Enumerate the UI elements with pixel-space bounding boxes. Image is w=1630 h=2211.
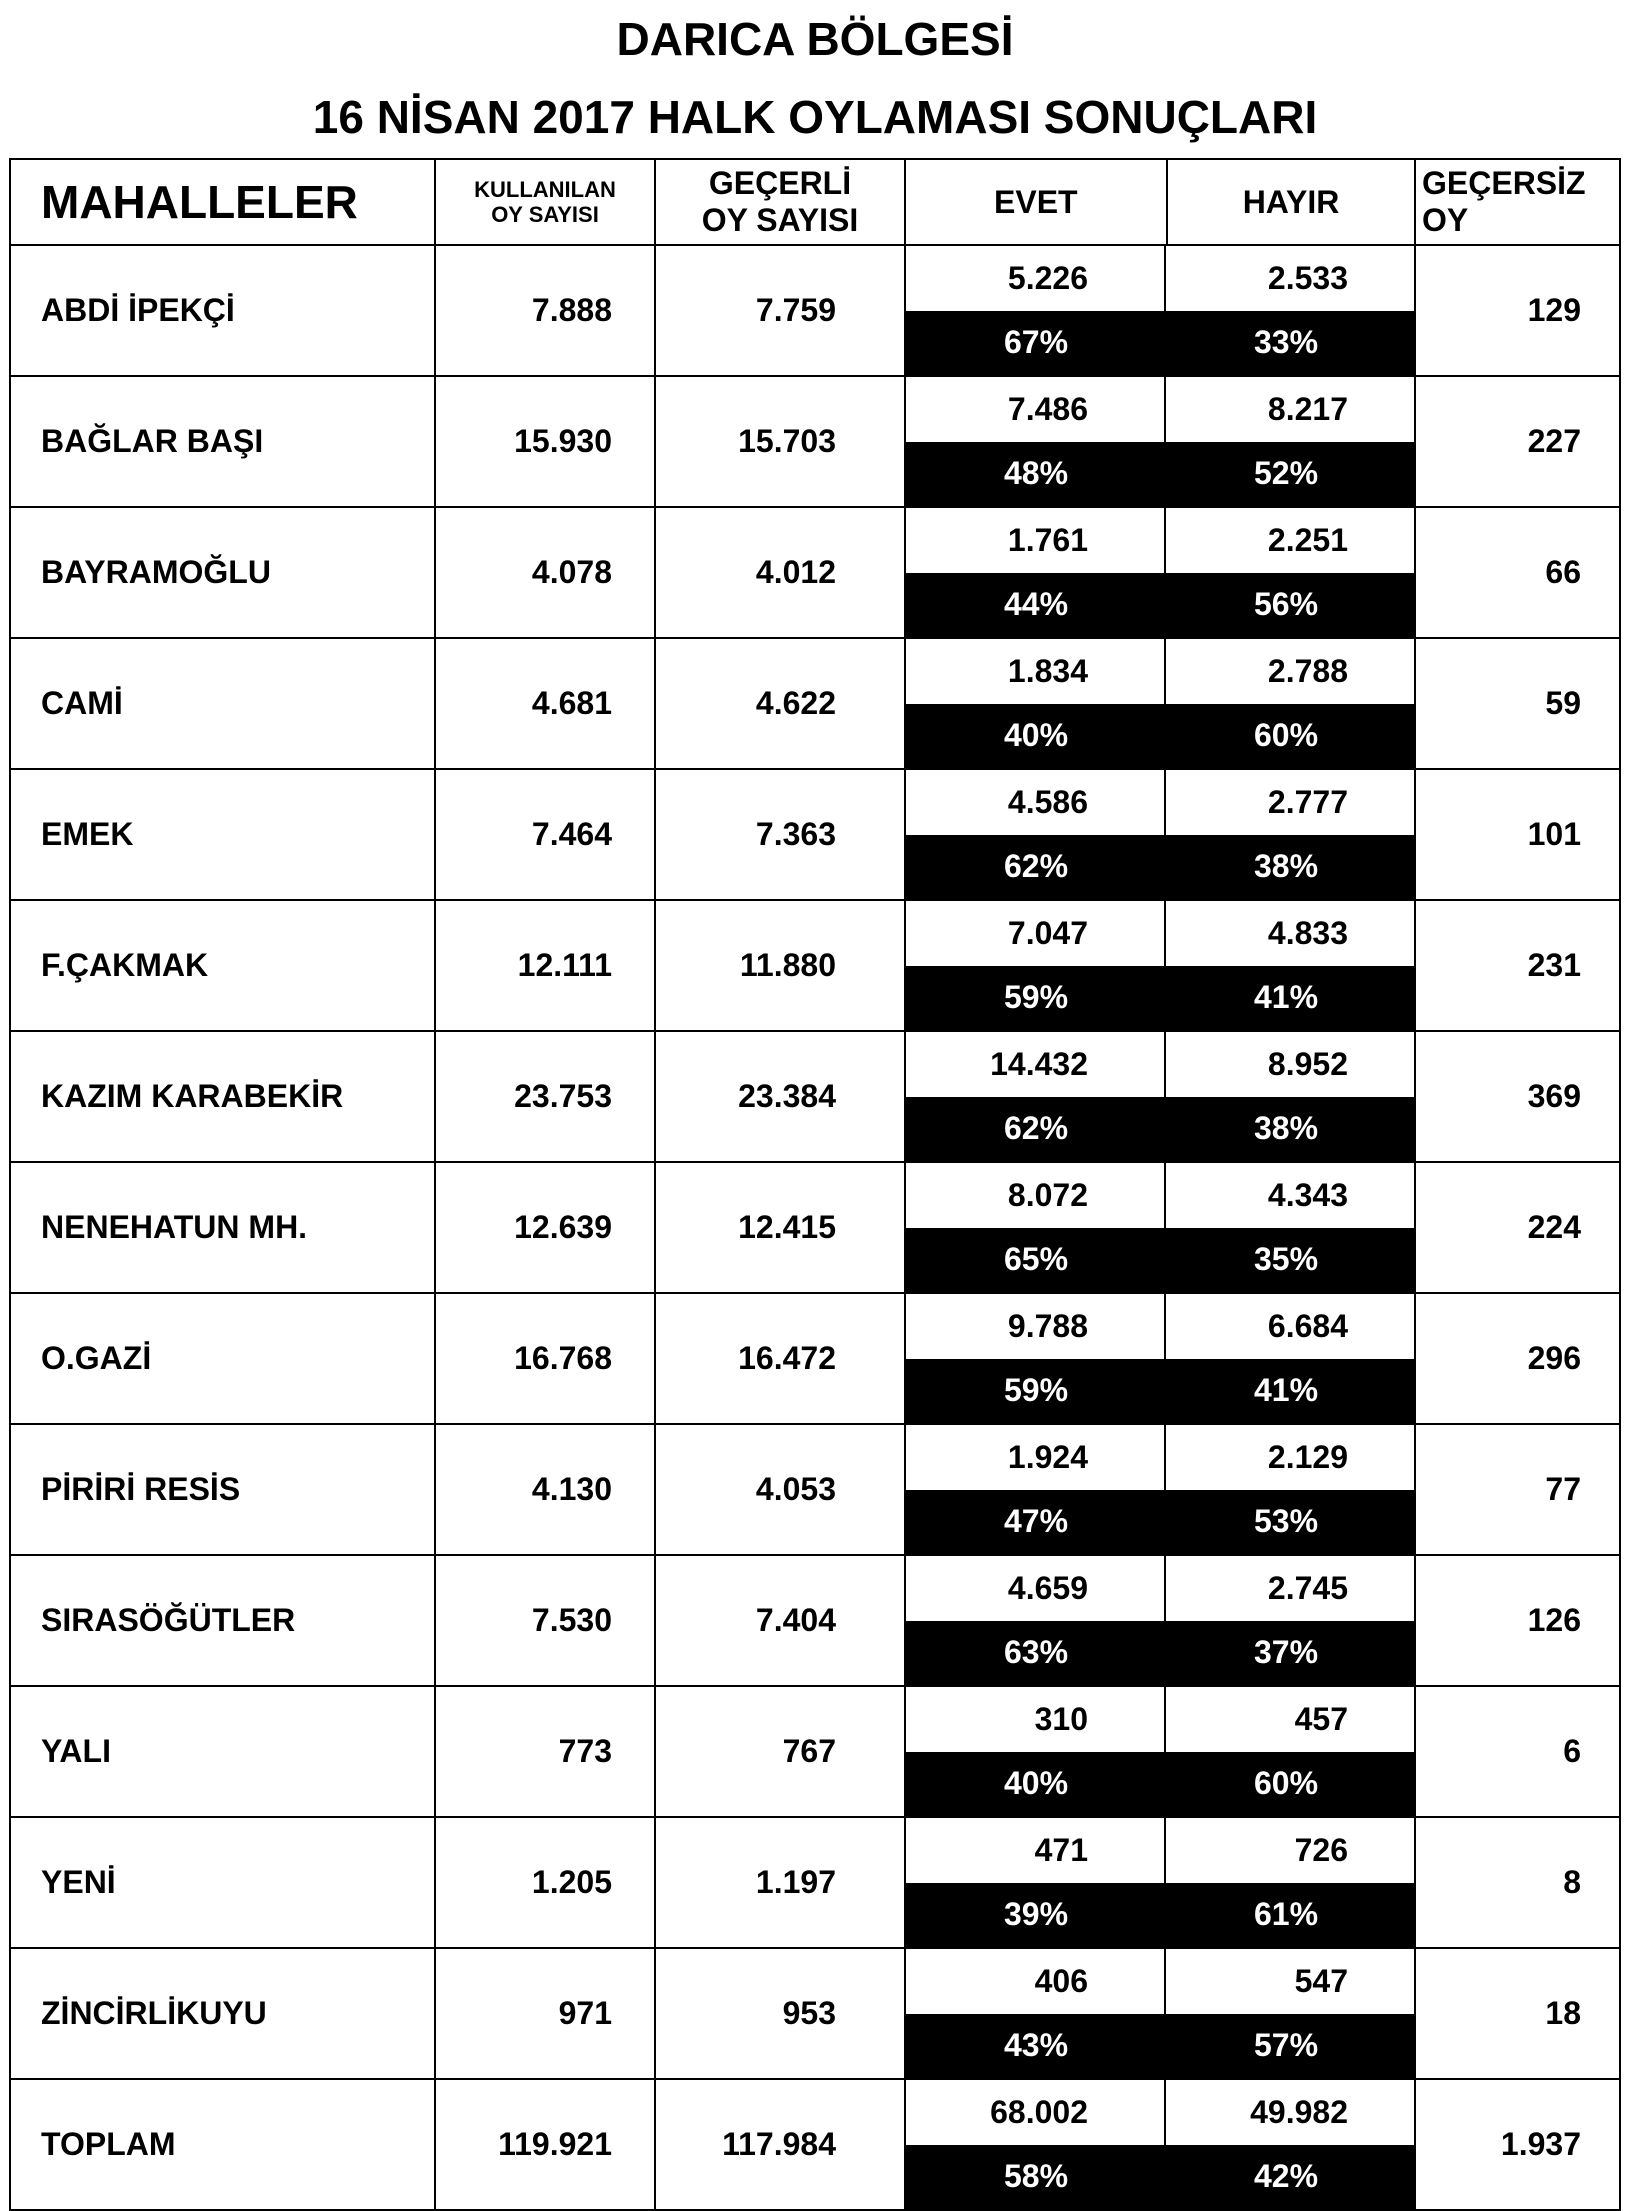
no-count: 2.533 (1267, 259, 1348, 296)
vote-count-band (906, 1425, 1414, 1490)
neighborhood-name: EMEK (10, 769, 435, 900)
table-row (10, 900, 1620, 1031)
yes-no-cell (905, 1948, 1415, 2079)
header-gecerli (655, 159, 905, 245)
neighborhood-name: CAMİ (10, 638, 435, 769)
used-votes: 12.111 (435, 900, 655, 1031)
table-row (10, 376, 1620, 507)
vote-count-band (906, 1032, 1414, 1097)
no-count: 2.745 (1267, 1569, 1348, 1606)
table-row (10, 2079, 1620, 2210)
invalid-votes: 101 (1415, 769, 1620, 900)
yes-no-split (906, 1032, 1414, 1161)
used-votes: 23.753 (435, 1031, 655, 1162)
table-row (10, 1555, 1620, 1686)
yes-count: 4.586 (906, 770, 1166, 835)
used-votes: 4.078 (435, 507, 655, 638)
valid-votes: 767 (655, 1686, 905, 1817)
yes-no-cell (905, 507, 1415, 638)
used-votes: 7.530 (435, 1555, 655, 1686)
yes-percent: 40% (1004, 717, 1069, 754)
yes-no-split (906, 770, 1414, 899)
invalid-votes: 6 (1415, 1686, 1620, 1817)
vote-count-band (906, 901, 1414, 966)
no-percent: 60% (1254, 1765, 1319, 1802)
vote-percent-band (906, 573, 1414, 638)
header-kullanilan-text: KULLANILAN OY SAYISI (474, 176, 616, 227)
used-votes: 1.205 (435, 1817, 655, 1948)
valid-votes: 1.197 (655, 1817, 905, 1948)
vote-count-band (906, 377, 1414, 442)
no-count: 2.251 (1267, 521, 1348, 558)
vote-count-band (906, 1294, 1414, 1359)
used-votes: 15.930 (435, 376, 655, 507)
used-votes: 16.768 (435, 1293, 655, 1424)
vote-percent-band (906, 442, 1414, 507)
yes-count: 1.761 (906, 508, 1166, 573)
yes-percent: 48% (1004, 455, 1069, 492)
no-count: 6.684 (1267, 1307, 1348, 1344)
yes-no-cell (905, 1293, 1415, 1424)
yes-no-split (906, 901, 1414, 1030)
no-percent: 53% (1254, 1503, 1319, 1540)
valid-votes: 12.415 (655, 1162, 905, 1293)
yes-no-cell (905, 1031, 1415, 1162)
yes-percent: 65% (1004, 1241, 1069, 1278)
yes-no-split (906, 1687, 1414, 1816)
invalid-votes: 369 (1415, 1031, 1620, 1162)
invalid-votes: 8 (1415, 1817, 1620, 1948)
no-percent: 42% (1254, 2158, 1319, 2195)
no-count: 726 (1294, 1831, 1348, 1868)
yes-no-split (906, 1818, 1414, 1947)
invalid-votes: 1.937 (1415, 2079, 1620, 2210)
yes-percent: 62% (1004, 1110, 1069, 1147)
yes-count: 68.002 (906, 2080, 1166, 2145)
vote-percent-band (906, 1228, 1414, 1293)
vote-count-band (906, 1163, 1414, 1228)
used-votes: 7.888 (435, 245, 655, 376)
table-row (10, 1031, 1620, 1162)
header-row (10, 159, 1620, 245)
used-votes: 4.681 (435, 638, 655, 769)
valid-votes: 117.984 (655, 2079, 905, 2210)
vote-percent-band (906, 704, 1414, 769)
yes-count: 7.486 (906, 377, 1166, 442)
neighborhood-name: YALI (10, 1686, 435, 1817)
neighborhood-name: BAĞLAR BAŞI (10, 376, 435, 507)
yes-no-cell (905, 1555, 1415, 1686)
no-percent: 38% (1254, 848, 1319, 885)
no-percent: 35% (1254, 1241, 1319, 1278)
yes-no-cell (905, 376, 1415, 507)
yes-percent: 63% (1004, 1634, 1069, 1671)
yes-no-cell (905, 1686, 1415, 1817)
yes-no-split (906, 1425, 1414, 1554)
yes-percent: 58% (1004, 2158, 1069, 2195)
valid-votes: 4.012 (655, 507, 905, 638)
vote-count-band (906, 508, 1414, 573)
yes-count: 8.072 (906, 1163, 1166, 1228)
yes-no-split (906, 377, 1414, 506)
invalid-votes: 231 (1415, 900, 1620, 1031)
neighborhood-name: O.GAZİ (10, 1293, 435, 1424)
valid-votes: 7.759 (655, 245, 905, 376)
document-title: DARICA BÖLGESİ (616, 13, 1014, 65)
neighborhood-name: ZİNCİRLİKUYU (10, 1948, 435, 2079)
no-count: 2.777 (1267, 783, 1348, 820)
yes-percent: 44% (1004, 586, 1069, 623)
neighborhood-name: SIRASÖĞÜTLER (10, 1555, 435, 1686)
no-percent: 60% (1254, 717, 1319, 754)
vote-count-band (906, 770, 1414, 835)
yes-percent: 59% (1004, 979, 1069, 1016)
vote-percent-band (906, 2014, 1414, 2079)
valid-votes: 11.880 (655, 900, 905, 1031)
table-row (10, 1817, 1620, 1948)
no-percent: 56% (1254, 586, 1319, 623)
no-count: 8.217 (1267, 390, 1348, 427)
invalid-votes: 227 (1415, 376, 1620, 507)
yes-no-split (906, 1294, 1414, 1423)
yes-count: 5.226 (906, 246, 1166, 311)
yes-no-cell (905, 1817, 1415, 1948)
yes-percent: 40% (1004, 1765, 1069, 1802)
yes-count: 406 (906, 1949, 1166, 2014)
vote-percent-band (906, 966, 1414, 1031)
header-gecerli-text: GEÇERLİ OY SAYISI (701, 165, 859, 238)
valid-votes: 4.053 (655, 1424, 905, 1555)
yes-count: 7.047 (906, 901, 1166, 966)
vote-percent-band (906, 2145, 1414, 2210)
yes-percent: 43% (1004, 2027, 1069, 2064)
header-evet: EVET (905, 159, 1167, 245)
yes-no-split (906, 246, 1414, 375)
neighborhood-name: YENİ (10, 1817, 435, 1948)
yes-percent: 47% (1004, 1503, 1069, 1540)
invalid-votes: 126 (1415, 1555, 1620, 1686)
used-votes: 12.639 (435, 1162, 655, 1293)
table-row (10, 507, 1620, 638)
no-count: 547 (1294, 1962, 1348, 1999)
no-percent: 37% (1254, 1634, 1319, 1671)
yes-no-split (906, 508, 1414, 637)
invalid-votes: 129 (1415, 245, 1620, 376)
valid-votes: 15.703 (655, 376, 905, 507)
invalid-votes: 224 (1415, 1162, 1620, 1293)
vote-percent-band (906, 1359, 1414, 1424)
neighborhood-name: F.ÇAKMAK (10, 900, 435, 1031)
vote-count-band (906, 246, 1414, 311)
table-row (10, 1424, 1620, 1555)
vote-count-band (906, 1556, 1414, 1621)
results-table (9, 158, 1621, 2211)
vote-percent-band (906, 835, 1414, 900)
header-gecersiz (1415, 159, 1620, 245)
header-gecersiz-text: GEÇERSİZ OY (1422, 165, 1586, 238)
vote-percent-band (906, 1883, 1414, 1948)
yes-count: 14.432 (906, 1032, 1166, 1097)
vote-percent-band (906, 311, 1414, 376)
table-row (10, 638, 1620, 769)
used-votes: 773 (435, 1686, 655, 1817)
used-votes: 7.464 (435, 769, 655, 900)
yes-no-cell (905, 1424, 1415, 1555)
neighborhood-name: TOPLAM (10, 2079, 435, 2210)
invalid-votes: 59 (1415, 638, 1620, 769)
yes-no-split (906, 639, 1414, 768)
vote-percent-band (906, 1621, 1414, 1686)
no-percent: 41% (1254, 979, 1319, 1016)
table-row (10, 1293, 1620, 1424)
table-row (10, 1686, 1620, 1817)
vote-percent-band (906, 1752, 1414, 1817)
used-votes: 119.921 (435, 2079, 655, 2210)
no-count: 2.129 (1267, 1438, 1348, 1475)
valid-votes: 7.404 (655, 1555, 905, 1686)
neighborhood-name: BAYRAMOĞLU (10, 507, 435, 638)
no-count: 8.952 (1267, 1045, 1348, 1082)
yes-no-cell (905, 900, 1415, 1031)
vote-count-band (906, 639, 1414, 704)
no-percent: 57% (1254, 2027, 1319, 2064)
neighborhood-name: NENEHATUN MH. (10, 1162, 435, 1293)
vote-count-band (906, 1949, 1414, 2014)
invalid-votes: 66 (1415, 507, 1620, 638)
valid-votes: 23.384 (655, 1031, 905, 1162)
valid-votes: 4.622 (655, 638, 905, 769)
valid-votes: 16.472 (655, 1293, 905, 1424)
no-percent: 61% (1254, 1896, 1319, 1933)
no-percent: 41% (1254, 1372, 1319, 1409)
used-votes: 4.130 (435, 1424, 655, 1555)
no-count: 4.833 (1267, 914, 1348, 951)
table-row (10, 769, 1620, 900)
yes-no-split (906, 1163, 1414, 1292)
yes-count: 9.788 (906, 1294, 1166, 1359)
yes-no-split (906, 2080, 1414, 2209)
no-count: 2.788 (1267, 652, 1348, 689)
yes-no-split (906, 1556, 1414, 1685)
table-body (10, 245, 1620, 2210)
vote-count-band (906, 1818, 1414, 1883)
yes-count: 310 (906, 1687, 1166, 1752)
yes-percent: 62% (1004, 848, 1069, 885)
vote-count-band (906, 1687, 1414, 1752)
yes-count: 1.834 (906, 639, 1166, 704)
table-row (10, 1162, 1620, 1293)
vote-count-band (906, 2080, 1414, 2145)
yes-percent: 59% (1004, 1372, 1069, 1409)
invalid-votes: 77 (1415, 1424, 1620, 1555)
table-row (10, 245, 1620, 376)
yes-count: 4.659 (906, 1556, 1166, 1621)
yes-percent: 39% (1004, 1896, 1069, 1933)
neighborhood-name: ABDİ İPEKÇİ (10, 245, 435, 376)
table-row (10, 1948, 1620, 2079)
neighborhood-name: KAZIM KARABEKİR (10, 1031, 435, 1162)
yes-no-cell (905, 2079, 1415, 2210)
no-percent: 52% (1254, 455, 1319, 492)
yes-no-cell (905, 769, 1415, 900)
yes-count: 1.924 (906, 1425, 1166, 1490)
yes-count: 471 (906, 1818, 1166, 1883)
vote-percent-band (906, 1097, 1414, 1162)
document-subtitle: 16 NİSAN 2017 HALK OYLAMASI SONUÇLARI (312, 91, 1318, 143)
header-mahalleler: MAHALLELER (10, 159, 435, 245)
neighborhood-name: PİRİRİ RESİS (10, 1424, 435, 1555)
yes-no-cell (905, 1162, 1415, 1293)
header-kullanilan (435, 159, 655, 245)
no-count: 4.343 (1267, 1176, 1348, 1213)
header-hayir: HAYIR (1167, 159, 1415, 245)
invalid-votes: 296 (1415, 1293, 1620, 1424)
used-votes: 971 (435, 1948, 655, 2079)
invalid-votes: 18 (1415, 1948, 1620, 2079)
no-count: 457 (1294, 1700, 1348, 1737)
no-percent: 38% (1254, 1110, 1319, 1147)
yes-no-cell (905, 638, 1415, 769)
no-count: 49.982 (1250, 2093, 1348, 2130)
valid-votes: 953 (655, 1948, 905, 2079)
valid-votes: 7.363 (655, 769, 905, 900)
vote-percent-band (906, 1490, 1414, 1555)
no-percent: 33% (1254, 324, 1319, 361)
yes-no-cell (905, 245, 1415, 376)
yes-no-split (906, 1949, 1414, 2078)
yes-percent: 67% (1004, 324, 1069, 361)
